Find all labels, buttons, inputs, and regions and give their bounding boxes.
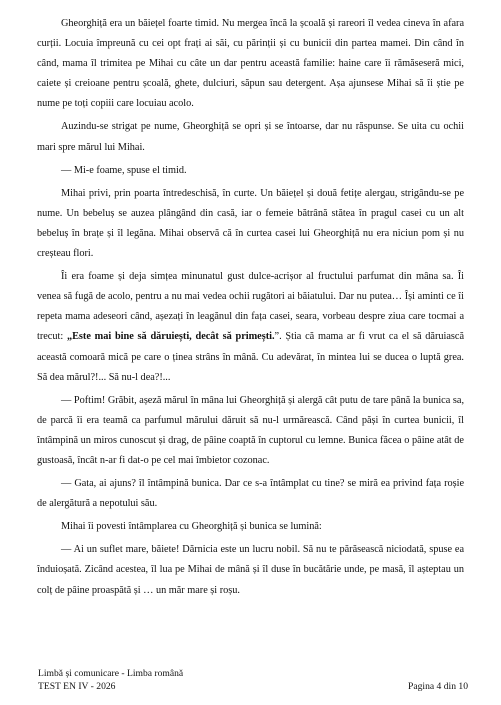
footer-line [38,681,468,694]
paragraph-1: Gheorghiță era un băiețel foarte timid. Nu mergea încă la școală și rareori îl vedea cineva în afara curții. Locuia împreună cu cei opt frați ai săi, cu părinții și cu bunicii din partea mamei. Din când în când, mama îl trimitea pe Mihai cu câte un dar pentru această familie: haine care îi rămăseseră mici, caiete și creioane pentru școală, ghete, dulciuri, săpun sau detergent. Așa ajunsese Mihai să îi știe pe nume pe toți copiii care locuiau acolo. [37,18,464,110]
footer-subject: Limbă și comunicare - Limba română [38,668,184,679]
paragraph-5-start: Îi era foame și deja simțea minunatul gust dulce-acrișor al fructului parfumat din mâna sa. Îi venea să fugă de acolo, pentru a nu mai vedea ochii rugători ai băiatului. Dar nu putea… Își aminti ce îi repeta mama adeseori când, așezați în leagănul din fața casei, seara, vorbeau despre ziua care tocmai a trecut: [37,271,464,343]
page-footer [38,668,468,693]
paragraph-2: Auzindu-se strigat pe nume, Gheorghiță se opri și se întoarse, dar nu răspunse. Se uita cu ochii mari spre mărul lui Mihai. [37,121,464,153]
paragraph-7: — Gata, ai ajuns? îl întâmpină bunica. Dar ce s-a întâmplat cu tine? se miră ea privind fața roșie de alergătură a nepotului său. [37,478,464,510]
story-text [37,14,464,604]
footer-page-number: Pagina 4 din 10 [408,680,468,692]
paragraph-5 [37,267,464,388]
paragraph-6: — Poftim! Grăbit, așeză mărul în mâna lui Gheorghiță și alergă cât putu de tare până la bunica sa, de parcă îi era teamă ca parfumul mărului dăruit să nu-l urmărească. Când păși în curtea bunicii, îl întâmpină un miros cunoscut și drag, de pâine coaptă în cuptorul cu lemne. Bunica făcea o pâine atât de gustoasă, încât n-ar fi dat-o pe cel mai îmbietor cozonac. [37,394,464,466]
paragraph-4: Mihai privi, prin poarta întredeschisă, în curte. Un băiețel și două fetițe alergau, strigându-se pe nume. Un bebeluș se auzea plângând din casă, iar o femeie bătrână stătea în pragul casei cu un alt bebeluș în brațe și îl legăna. Mihai observă că în curtea casei lui Gheorghiță nu era niciun pom și nu creșteau flori. [37,187,464,260]
quote-bold: „Este mai bine să dăruiești, decât să primești. [66,331,275,343]
paragraph-8: Mihai îi povesti întâmplarea cu Gheorghiță și bunica se lumină: [61,521,322,533]
footer-test-label: TEST EN IV - 2026 [38,680,116,692]
paragraph-3: — Mi-e foame, spuse el timid. [61,164,187,176]
paragraph-9: — Ai un suflet mare, băiete! Dărnicia este un lucru nobil. Să nu te părăsească niciodată, spuse ea înduioșată. Zicând acestea, îl lua pe Mihai de mână și îl duse în bucătărie unde, pe masă, îl așteptau un colț de pâine proaspătă și … un măr mare și roșu. [37,544,464,596]
paragraph-5-end: ”. Știa că mama ar fi vrut ca el să dăruiască această comoară mică pe care o ținea strâns în mână. Cu adevărat, în mintea lui se ducea o luptă grea. Să dea mărul?!... Să nu-l dea?!... [37,331,465,383]
